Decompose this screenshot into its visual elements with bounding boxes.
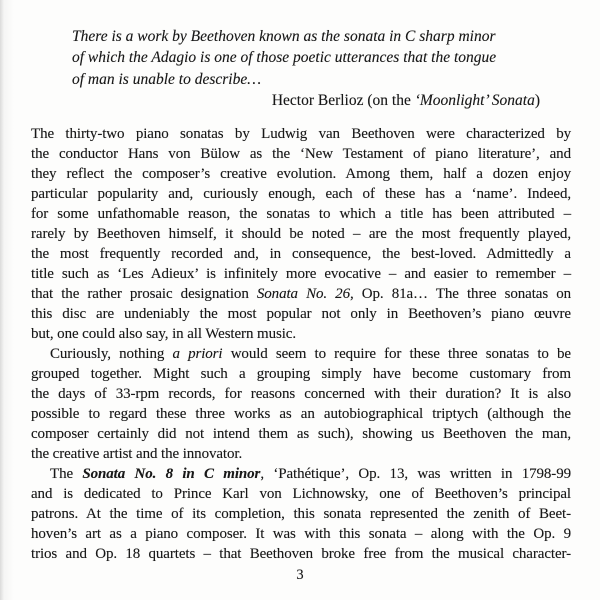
roman-text: grouped together. Might such a grouping simply have become customary from — [31, 366, 571, 382]
text-line — [31, 284, 571, 304]
text-line — [31, 404, 571, 424]
roman-text: The thirty-two piano sonatas by Ludwig van Beethoven were characterized by — [31, 126, 571, 142]
roman-text: trios and Op. 18 quartets – that Beethoven broke free from the musical character- — [31, 546, 571, 562]
epigraph-lines — [72, 26, 540, 90]
text-line — [31, 464, 571, 484]
roman-text: title such as ‘Les Adieux’ is infinitely more evocative – and easier to remember – — [31, 266, 571, 282]
text-line — [31, 164, 571, 184]
bold-italic-text: Sonata No. 8 in C minor — [82, 466, 261, 482]
roman-text: , ‘Pathétique’, Op. 13, was written in 1798-99 — [260, 466, 571, 482]
attribution-roman-prefix: Hector Berlioz (on the — [271, 91, 415, 109]
roman-text: for some unfathomable reason, the sonatas to which a title has been attributed – — [31, 206, 571, 222]
text-line — [31, 444, 571, 464]
epigraph — [72, 26, 540, 111]
text-line — [31, 504, 571, 524]
roman-text: the days of 33-rpm records, for reasons concerned with their duration? It is also — [31, 386, 571, 402]
attribution-roman-suffix: ) — [534, 91, 540, 109]
roman-text: rarely by Beethoven himself, it should be noted – are the most frequently played, — [31, 226, 571, 242]
roman-text: composer certainly did not intend them as such), showing us Beethoven the man, — [31, 426, 571, 442]
text-line — [31, 524, 571, 544]
text-line — [31, 144, 571, 164]
epigraph-line: of man is unable to describe… — [72, 70, 261, 88]
text-line — [31, 204, 571, 224]
text-line — [31, 364, 571, 384]
roman-text: The — [50, 466, 83, 482]
roman-text: hoven’s art as a piano composer. It was with this sonata – along with the Op. 9 — [31, 526, 571, 542]
roman-text: would seem to require for these three sonatas to be — [222, 346, 571, 362]
roman-text: the creative artist and the innovator. — [31, 446, 243, 462]
text-line — [31, 324, 571, 344]
epigraph-attribution — [72, 90, 540, 111]
roman-text: patrons. At the time of its completion, this sonata represented the zenith of Beet- — [31, 506, 571, 522]
roman-text: and is dedicated to Prince Karl von Lichnowsky, one of Beethoven’s principal — [31, 486, 571, 502]
text-line — [31, 124, 571, 144]
text-line — [31, 184, 571, 204]
text-line — [31, 244, 571, 264]
roman-text: that the rather prosaic designation — [31, 286, 257, 302]
roman-text: Curiously, nothing — [50, 346, 173, 362]
italic-text: Sonata No. 26 — [256, 286, 350, 302]
italic-text: a priori — [172, 346, 223, 362]
text-line — [31, 264, 571, 284]
roman-text: they reflect the composer’s creative evolution. Among them, half a dozen enjoy — [31, 166, 571, 182]
text-line — [31, 344, 571, 364]
roman-text: , Op. 81a… The three sonatas on — [349, 286, 572, 302]
roman-text: possible to regard these three works as an autobiographical triptych (although the — [31, 406, 571, 422]
roman-text: the conductor Hans von Bülow as the ‘New Testament of piano literature’, and — [31, 146, 571, 162]
text-line — [31, 384, 571, 404]
text-line — [31, 424, 571, 444]
epigraph-line: of which the Adagio is one of those poetic utterances that the tongue — [72, 49, 497, 67]
attribution-italic-title: ‘Moonlight’ Sonata — [414, 91, 535, 109]
text-line — [31, 544, 571, 564]
roman-text: but, one could also say, in all Western music. — [31, 326, 296, 342]
text-line — [31, 304, 571, 324]
text-line — [31, 484, 571, 504]
page-number: 3 — [296, 567, 304, 583]
text-line — [31, 224, 571, 244]
roman-text: particular popularity and, curiously enough, each of these has a ‘name’. Indeed, — [31, 186, 571, 202]
body-text — [31, 124, 571, 564]
roman-text: the most frequently recorded and, in consequence, the best-loved. Admittedly a — [31, 246, 571, 262]
roman-text: this disc are undeniably the most popular not only in Beethoven’s piano œuvre — [31, 306, 571, 322]
epigraph-line: There is a work by Beethoven known as the sonata in C sharp minor — [72, 28, 496, 45]
